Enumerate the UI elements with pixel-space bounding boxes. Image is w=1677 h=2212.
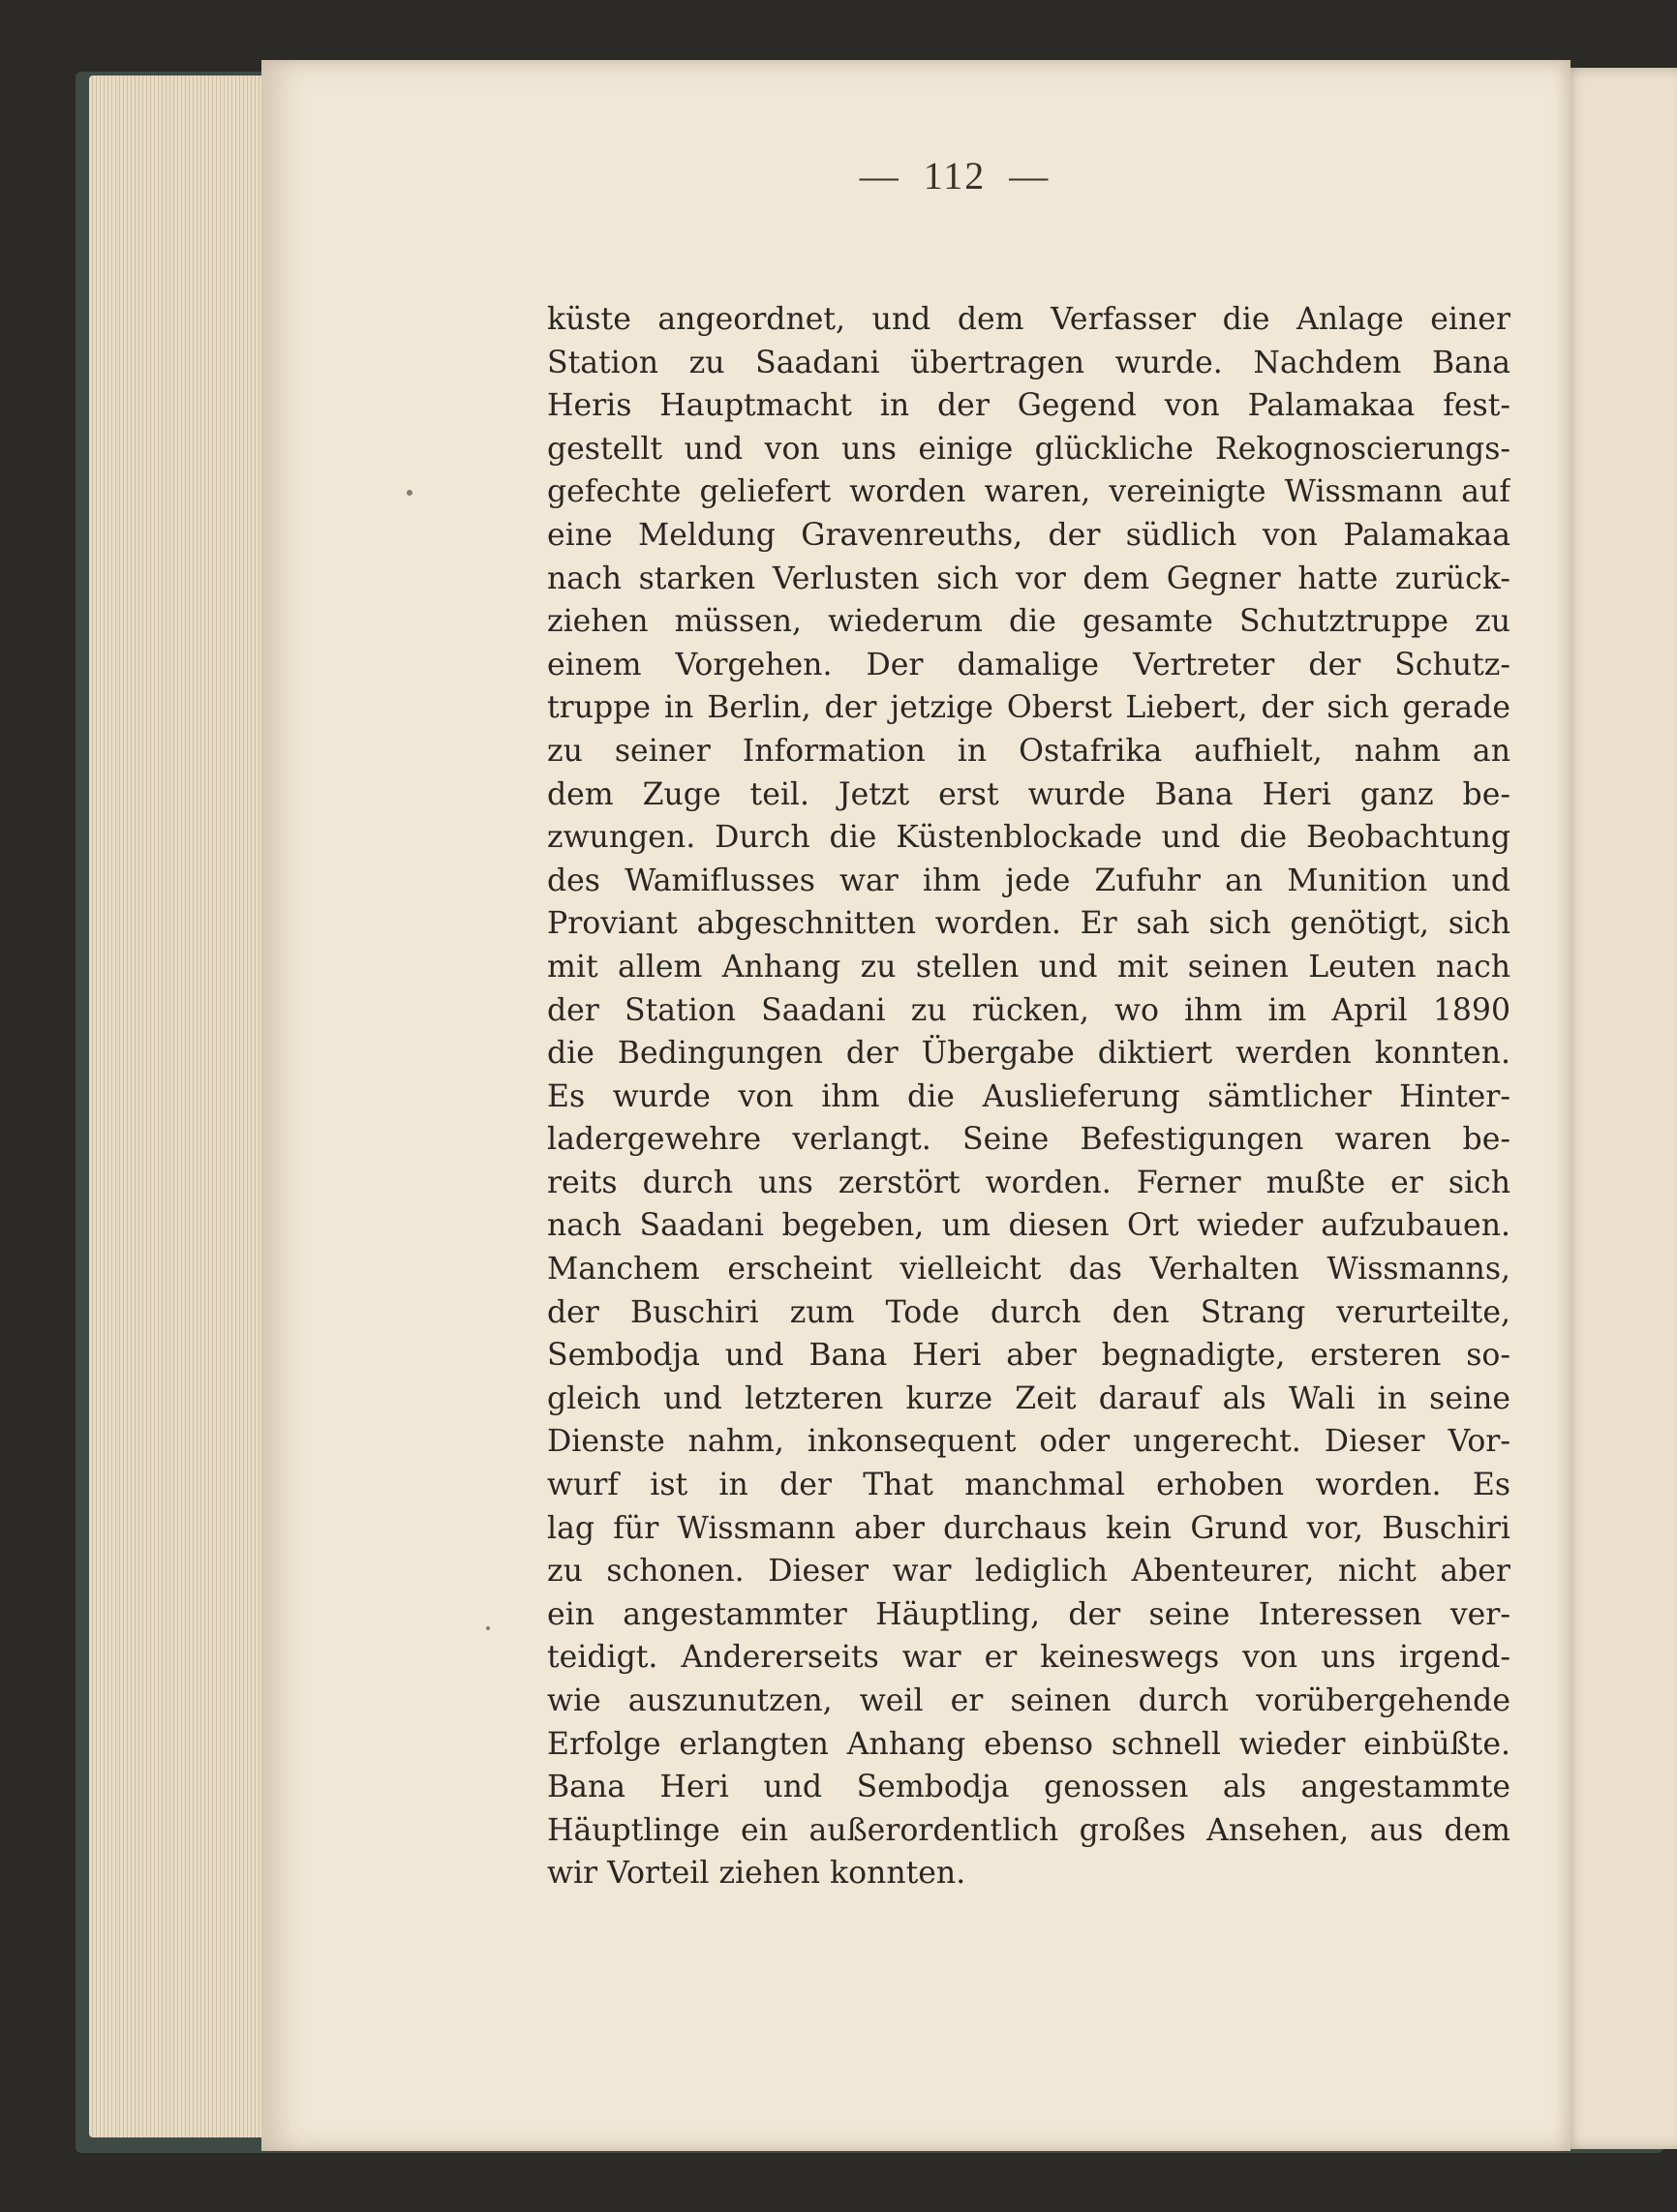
text-line: gestellt und von uns einige glückliche Rekognoscierungs-	[547, 431, 1510, 467]
body-text	[547, 298, 1510, 1895]
text-line: Station zu Saadani übertragen wurde. Nachdem Bana	[547, 345, 1510, 380]
text-line: Sembodja und Bana Heri aber begnadigte, ersteren so-	[547, 1338, 1510, 1374]
text-line: küste angeordnet, und dem Verfasser die Anlage einer	[547, 302, 1510, 337]
paper-speck	[486, 1626, 490, 1630]
text-line: zu schonen. Dieser war lediglich Abenteurer, nicht aber	[547, 1554, 1510, 1590]
text-line: Es wurde von ihm die Auslieferung sämtlicher Hinter-	[547, 1078, 1510, 1114]
text-line: wurf ist in der That manchmal erhoben worden. Es	[547, 1468, 1510, 1503]
text-line: die Bedingungen der Übergabe diktiert werden konnten.	[547, 1036, 1510, 1072]
text-line: gleich und letzteren kurze Zeit darauf als Wali in seine	[547, 1380, 1510, 1416]
text-line: Proviant abgeschnitten worden. Er sah sich genötigt, sich	[547, 906, 1510, 942]
text-line: der Station Saadani zu rücken, wo ihm im April 1890	[547, 992, 1510, 1028]
text-line: Heris Hauptmacht in der Gegend von Palamakaa fest-	[547, 388, 1510, 424]
text-line: lag für Wissmann aber durchaus kein Grund vor, Buschiri	[547, 1510, 1510, 1546]
text-line: teidigt. Andererseits war er keineswegs von uns irgend-	[547, 1640, 1510, 1676]
text-line: Häuptlinge ein außerordentlich großes Ansehen, aus dem	[547, 1812, 1510, 1848]
text-line: einem Vorgehen. Der damalige Vertreter der Schutz-	[547, 647, 1510, 682]
text-line: ladergewehre verlangt. Seine Befestigungen waren be-	[547, 1122, 1510, 1158]
text-line: eine Meldung Gravenreuths, der südlich von Palamakaa	[547, 517, 1510, 553]
page-stack-edges	[89, 76, 283, 2137]
text-line: des Wamiflusses war ihm jede Zufuhr an Munition und	[547, 863, 1510, 898]
facing-page-edge	[1561, 68, 1677, 2149]
text-line: Erfolge erlangten Anhang ebenso schnell wieder einbüßte.	[547, 1726, 1510, 1762]
text-line: Bana Heri und Sembodja genossen als angestammte	[547, 1770, 1510, 1805]
text-line: nach starken Verlusten sich vor dem Gegner hatte zurück-	[547, 561, 1510, 596]
page-number: — 112 —	[859, 154, 1051, 197]
text-line: ein angestammter Häuptling, der seine Interessen ver-	[547, 1596, 1510, 1632]
text-line: zwungen. Durch die Küstenblockade und die Beobachtung	[547, 820, 1510, 856]
text-line: reits durch uns zerstört worden. Ferner mußte er sich	[547, 1165, 1510, 1200]
text-line: zu seiner Information in Ostafrika aufhielt, nahm an	[547, 733, 1510, 769]
text-line: nach Saadani begeben, um diesen Ort wieder aufzubauen.	[547, 1208, 1510, 1244]
text-line: der Buschiri zum Tode durch den Strang verurteilte,	[547, 1294, 1510, 1330]
paper-speck	[407, 490, 412, 496]
text-line: wir Vorteil ziehen konnten.	[547, 1856, 966, 1892]
text-line: gefechte geliefert worden waren, vereinigte Wissmann auf	[547, 474, 1510, 510]
text-line: Dienste nahm, inkonsequent oder ungerecht. Dieser Vor-	[547, 1424, 1510, 1460]
text-line: Manchem erscheint vielleicht das Verhalten Wissmanns,	[547, 1252, 1510, 1288]
text-line: wie auszunutzen, weil er seinen durch vorübergehende	[547, 1683, 1510, 1718]
text-line: truppe in Berlin, der jetzige Oberst Liebert, der sich gerade	[547, 690, 1510, 726]
text-line: mit allem Anhang zu stellen und mit seinen Leuten nach	[547, 949, 1510, 985]
text-line: ziehen müssen, wiederum die gesamte Schutztruppe zu	[547, 604, 1510, 640]
text-line: dem Zuge teil. Jetzt erst wurde Bana Heri ganz be-	[547, 776, 1510, 812]
